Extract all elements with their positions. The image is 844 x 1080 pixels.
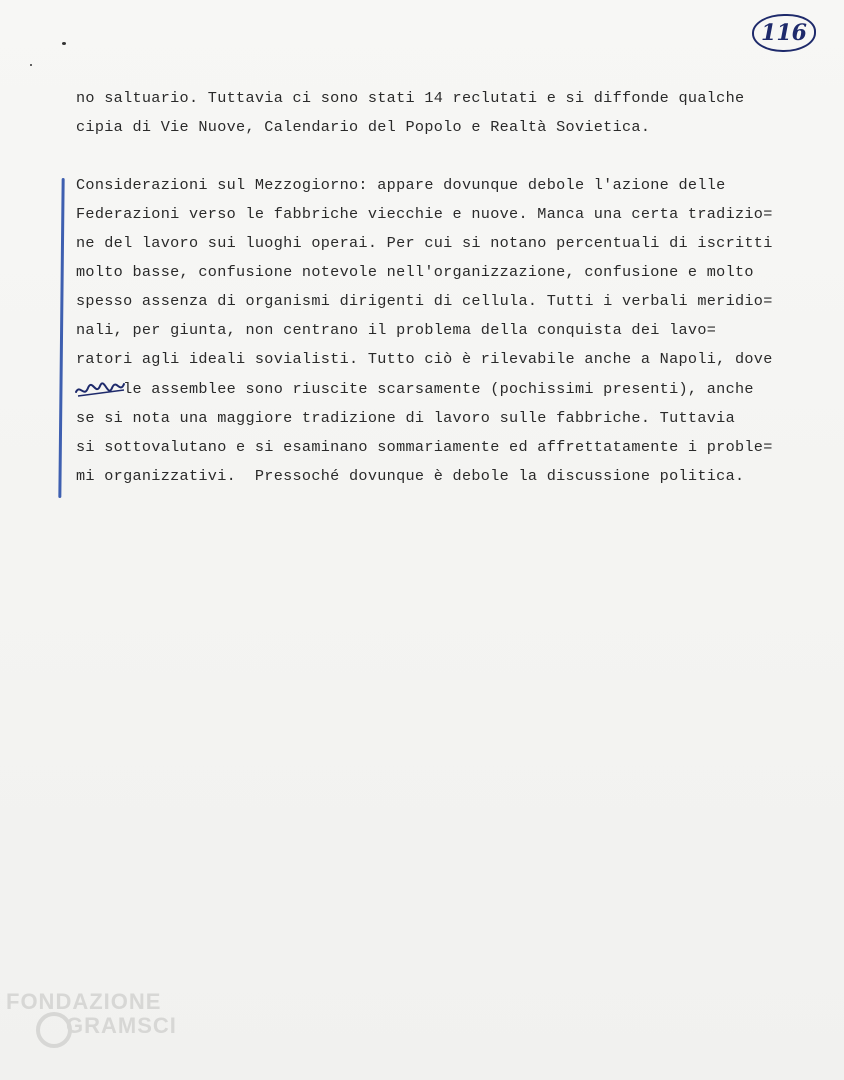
stamp-line: GRAMSCI	[66, 1013, 177, 1038]
text-line: molto basse, confusione notevole nell'organizzazione, confusione e molto	[76, 263, 754, 281]
text-line: cipia di Vie Nuove, Calendario del Popolo e Realtà Sovietica.	[76, 118, 651, 136]
text-line: ne del lavoro sui luoghi operai. Per cui si notano percentuali di iscritti	[76, 234, 773, 252]
page-number: 116	[752, 14, 816, 52]
text-line: nali, per giunta, non centrano il problema della conquista dei lavo=	[76, 321, 717, 339]
text-line: mi organizzativi. Pressoché dovunque è debole la discussione politica.	[76, 467, 745, 485]
text-line: no saltuario. Tuttavia ci sono stati 14 reclutati e si diffonde qualche	[76, 89, 745, 107]
stamp-logo-icon	[36, 1012, 72, 1048]
archive-stamp	[6, 990, 177, 1038]
text-line: si sottovalutano e si esaminano sommariamente ed affrettatamente i proble=	[76, 438, 773, 456]
text-line: se si nota una maggiore tradizione di lavoro sulle fabbriche. Tuttavia	[76, 409, 735, 427]
margin-mark	[58, 178, 64, 498]
text-line: le assemblee sono riuscite scarsamente (pochissimi presenti), anche	[76, 380, 754, 398]
strikeout-scribble	[74, 378, 130, 402]
stamp-line: FONDAZIONE	[6, 989, 162, 1014]
ink-dot	[62, 42, 66, 45]
text-line: ratori agli ideali sovialisti. Tutto ciò è rilevabile anche a Napoli, dove	[76, 350, 773, 368]
text-line: spesso assenza di organismi dirigenti di cellula. Tutti i verbali meridio=	[76, 292, 773, 310]
text-line: Federazioni verso le fabbriche viecchie e nuove. Manca una certa tradizio=	[76, 205, 773, 223]
ink-dot	[30, 64, 32, 66]
text-line: Considerazioni sul Mezzogiorno: appare dovunque debole l'azione delle	[76, 176, 726, 194]
